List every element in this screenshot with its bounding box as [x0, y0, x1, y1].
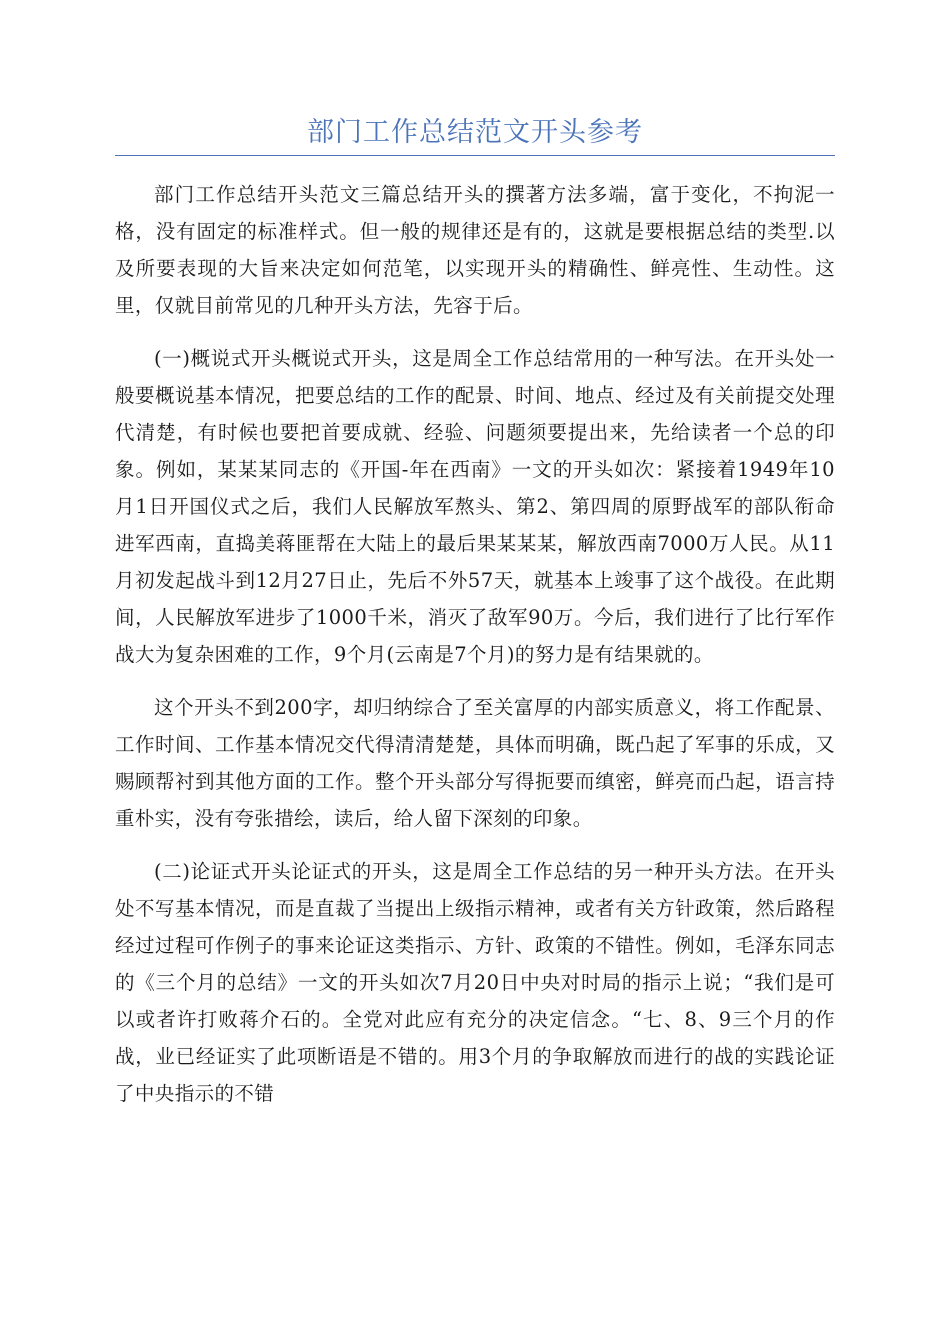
paragraph-argument-opening: (二)论证式开头论证式的开头，这是周全工作总结的另一种开头方法。在开头处不写基本情况，而是直裁了当提出上级指示精神，或者有关方针政策，然后路程经过过程可作例子的事来论证这类指示、方针、政策的不错性。例如，毛泽东同志的《三个月的总结》一文的开头如次7月20日中央对时局的指示上说；“我们是可以或者许打败蒋介石的。全党对此应有充分的决定信念。“七、8、9三个月的作战，业已经证实了此项断语是不错的。用3个月的争取解放而进行的战的实践论证了中央指示的不错: [115, 860, 835, 1105]
paragraph-summary-opening: (一)概说式开头概说式开头，这是周全工作总结常用的一种写法。在开头处一般要概说基本情况，把要总结的工作的配景、时间、地点、经过及有关前提交处理代清楚，有时候也要把首要成就、经验、问题须要提出来，先给读者一个总的印象。例如，某某某同志的《开国-年在西南》一文的开头如次：紧接着1949年10月1日开国仪式之后，我们人民解放军熬头、第2、第四周的原野战军的部队衔命进军西南，直捣美蒋匪帮在大陆上的最后果某某某，解放西南7000万人民。从11月初发起战斗到12月27日止，先后不外57天，就基本上竣事了这个战役。在此期间，人民解放军进步了1000千米，消灭了敌军90万。今后，我们进行了比行军作战大为复杂困难的工作，9个月(云南是7个月)的努力是有结果就的。: [115, 347, 835, 666]
document-body: [115, 176, 835, 1128]
title-block: [115, 112, 835, 156]
paragraph-intro: 部门工作总结开头范文三篇总结开头的撰著方法多端，富于变化，不拘泥一格，没有固定的标准样式。但一般的规律还是有的，这就是要根据总结的类型.以及所要表现的大旨来决定如何范笔，以实现开头的精确性、鲜亮性、生动性。这里，仅就目前常见的几种开头方法，先容于后。: [115, 183, 835, 317]
paragraph-commentary: 这个开头不到200字，却归纳综合了至关富厚的内部实质意义，将工作配景、工作时间、工作基本情况交代得清清楚楚，具体而明确，既凸起了军事的乐成，又赐顾帮衬到其他方面的工作。整个开头部分写得扼要而缜密，鲜亮而凸起，语言持重朴实，没有夸张措绘，读后，给人留下深刻的印象。: [115, 696, 835, 830]
title-underline: [115, 155, 835, 156]
document-title: 部门工作总结范文开头参考: [307, 117, 643, 148]
